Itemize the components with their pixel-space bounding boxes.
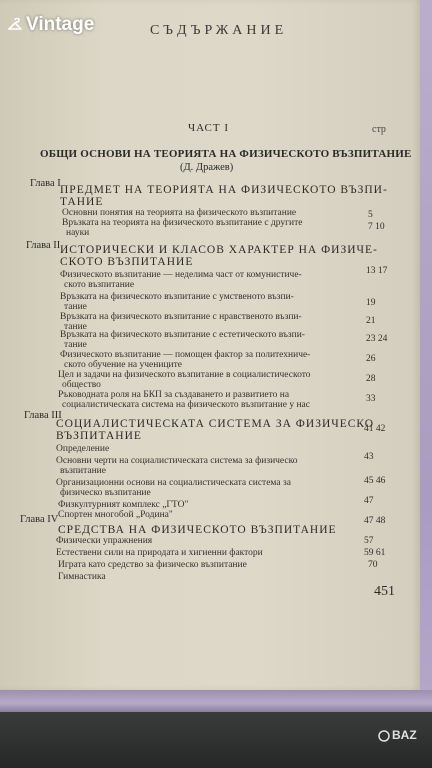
toc-item: Връзката на физическото възпитание с естетическото възпи- <box>60 330 305 340</box>
toc-item: физическо възпитание <box>60 488 151 498</box>
toc-item: Ръководната роля на БКП за създаването и развитието на <box>58 390 290 400</box>
watermark-brand: Vintage <box>26 14 95 35</box>
toc-item: Физическото възпитание — неделима част от комунистиче- <box>60 270 302 280</box>
toc-item: Основни понятия на теорията на физическото възпитание <box>62 208 297 218</box>
chapter-title-line: ИСТОРИЧЕСКИ И КЛАСОВ ХАРАКТЕР НА ФИЗИЧЕ- <box>60 244 378 256</box>
toc-item: Физически упражнения <box>56 536 153 546</box>
hanger-icon <box>8 18 22 32</box>
toc-item: Физкултурният комплекс „ГТО" <box>58 500 189 510</box>
toc-item: Връзката на физическото възпитание с умственото възпи- <box>60 292 294 302</box>
toc-item: Основни черти на социалистическата система за физическо <box>56 456 298 466</box>
chapter-title-line: СОЦИАЛИСТИЧЕСКАТА СИСТЕМА ЗА ФИЗИЧЕСКО <box>56 418 375 430</box>
page-column-label: стр <box>372 124 386 135</box>
chapter-title-line: СРЕДСТВА НА ФИЗИЧЕСКОТО ВЪЗПИТАНИЕ <box>58 524 337 536</box>
toc-item: Връзката на теорията на физическото възпитание с другите <box>62 218 303 228</box>
toc-page: 47 <box>364 496 374 506</box>
toc-item: Връзката на физическото възпитание с нравственото възпи- <box>60 312 302 322</box>
chapter-label: Глава III <box>24 410 62 421</box>
toc-item: възпитание <box>60 466 106 476</box>
toc-item: ското възпитание <box>64 280 135 290</box>
toc-item: Играта като средство за физическо възпитание <box>58 560 247 570</box>
toc-page: 59 61 <box>364 548 386 558</box>
chapter-label: Глава I <box>30 178 61 189</box>
toc-item: Спортен многобой „Родина" <box>58 510 173 520</box>
toc-item: тание <box>64 302 87 312</box>
page-bottom-edge <box>0 690 432 712</box>
toc-item: социалистическата система на физическото възпитание у нас <box>62 400 310 410</box>
toc-page: 45 46 <box>364 476 386 486</box>
table-surface <box>0 712 432 768</box>
toc-page: 47 48 <box>364 516 386 526</box>
toc-page: 21 <box>366 316 376 326</box>
chapter-label: Глава IV <box>20 514 59 525</box>
toc-item: тание <box>64 340 87 350</box>
baz-logo-icon <box>378 730 390 742</box>
toc-page: 28 <box>366 374 376 384</box>
toc-page: 7 10 <box>368 222 385 232</box>
toc-page: 33 <box>366 394 376 404</box>
chapter-title-line: ПРЕДМЕТ НА ТЕОРИЯТА НА ФИЗИЧЕСКОТО ВЪЗПИ- <box>60 184 388 196</box>
toc-item: Цел и задачи на физическото възпитание в социалистическото <box>58 370 311 380</box>
toc-page: 13 17 <box>366 266 388 276</box>
chapter-title-line: СКОТО ВЪЗПИТАНИЕ <box>60 256 194 268</box>
toc-page: 19 <box>366 298 376 308</box>
author: (Д. Дражев) <box>180 162 234 173</box>
toc-item: общество <box>62 380 101 390</box>
toc-item: Организационни основи на социалистическата система за <box>56 478 291 488</box>
chapter-title-line: ТАНИЕ <box>60 196 104 208</box>
toc-page: 70 <box>368 560 378 570</box>
toc-item: Физическото възпитание — помощен фактор за политехниче- <box>60 350 311 360</box>
toc-item: Определение <box>56 444 110 454</box>
toc-page: 26 <box>366 354 376 364</box>
toc-item: науки <box>66 228 90 238</box>
toc-page: 41 42 <box>364 424 386 434</box>
part-label: ЧАСТ I <box>188 122 230 134</box>
watermark-bottom-brand: BAZ <box>392 728 417 742</box>
toc-item: Гимнастика <box>58 572 106 582</box>
part-title: ОБЩИ ОСНОВИ НА ТЕОРИЯТА НА ФИЗИЧЕСКОТО ВЪЗПИТАНИЕ <box>40 148 412 160</box>
contents-header: СЪДЪРЖАНИЕ <box>150 23 288 38</box>
chapter-title-line: ВЪЗПИТАНИЕ <box>56 430 142 442</box>
toc-item: Естествени сили на природата и хигиенни фактори <box>56 548 263 558</box>
toc-page: 43 <box>364 452 374 462</box>
toc-item: ското обучение на учениците <box>64 360 182 370</box>
toc-page: 5 <box>368 210 373 220</box>
page-number: 451 <box>374 584 395 599</box>
toc-item: тание <box>64 322 87 332</box>
chapter-label: Глава II <box>26 240 61 251</box>
toc-page: 23 24 <box>366 334 388 344</box>
toc-page: 57 <box>364 536 374 546</box>
